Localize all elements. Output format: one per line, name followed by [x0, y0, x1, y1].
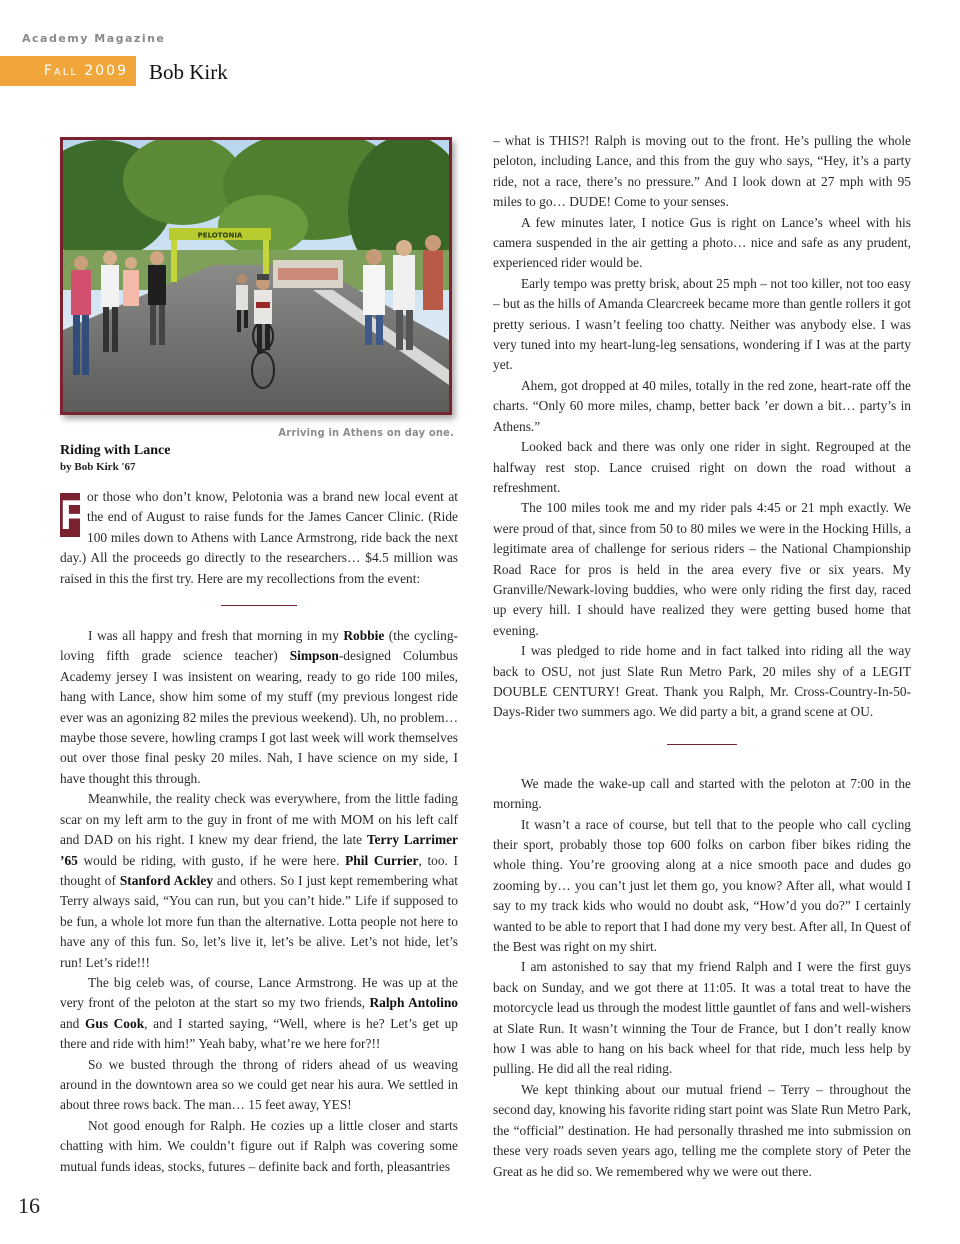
author-heading: Bob Kirk	[149, 60, 228, 84]
body-paragraph: We made the wake-up call and started with the peloton at 7:00 in the morning.	[493, 775, 911, 812]
section-divider	[667, 744, 737, 745]
photo-cyclists-finish	[63, 140, 449, 412]
drop-cap: F	[60, 491, 86, 538]
body-paragraph: Ahem, got dropped at 40 miles, totally in the red zone, heart-rate off the charts. “Only 60 more miles, champ, better back ’er down a bit… party’s in Athens.”	[493, 377, 911, 434]
body-paragraph: We kept thinking about our mutual friend – Terry – throughout the second day, knowing his favorite riding start point was Slate Run Metro Park, the “official” destination. He had personally thrashed me into submission on these very roads seven years ago, telling me the complete story of Peter the Great as he did so. We remembered why we were out there.	[493, 1081, 911, 1179]
body-paragraph: The 100 miles took me and my rider pals 4:45 or 21 mph exactly. We were proud of that, since from 50 to 80 miles we were in the Hocking Hills, a legitimate area of challenge for serious riders – the National Championship Road Race for pros is held in the area every five or six years. My Granville/Newark-loving buddies, who were only riding the first day, raced up every hill. I should have realized they were getting bused home that evening.	[493, 500, 911, 638]
body-paragraph: A few minutes later, I notice Gus is right on Lance’s wheel with his camera suspended in the air getting a photo… nice and safe as any prudent, experienced rider would be.	[493, 214, 911, 271]
intro-paragraph: F or those who don’t know, Pelotonia was a brand new local event at the end of August to raise funds for the James Cancer Clinic. (Ride 100 miles down to Athens with Lance Armstrong, ride back the next day.) All the proceeds go directly to the researchers… $4.5 million was raised in this the first try. Here are my recollections from the event:	[60, 489, 458, 586]
publication-name: Academy Magazine	[22, 32, 166, 45]
body-paragraph: The big celeb was, of course, Lance Armstrong. He was up at the very front of the peloton at the start so my two friends, Ralph Antolino and Gus Cook, and I started saying, “Well, where is he? Let’s get up there and ride with him!” Yeah baby, what’re we here for?!!	[60, 974, 458, 1052]
body-paragraph: I was pledged to ride home and in fact talked into riding all the way back to OSU, not just Slate Run Metro Park, 20 miles shy of a LEGIT DOUBLE CENTURY! Great. Thank you Ralph, Mr. Cross-Country-In-50-Days-Rider two summers ago. We did party a bit, a grand scene at OU.	[493, 643, 911, 720]
body-paragraph: Looked back and there was only one rider in sight. Regrouped at the halfway rest stop. Lance cruised right on down the road without a refreshment.	[493, 439, 911, 495]
body-paragraph: I am astonished to say that my friend Ralph and I were the first guys back on Sunday, and we got there at 11:05. It was a total treat to have the motorcycle lead us through the modest little gauntlet of fans and well-wishers at Slate Run. It wasn’t winning the Tour de France, but I don’t really know how I was able to hang on his back wheel for that ride, much less help by pulling. He did all the real riding.	[493, 959, 911, 1077]
body-paragraph: Early tempo was pretty brisk, about 25 mph – not too killer, not too easy – but as the hills of Amanda Clearcreek became more than gentle rollers it got pretty serious. I wasn’t feeling too chatty. Neither was anybody else. I was very tuned into my heart-lung-leg sensations, wondering if I was at the party yet.	[493, 275, 911, 373]
body-paragraph: – what is THIS?! Ralph is moving out to the front. He’s pulling the whole peloton, including Lance, and this from the guy who says, “Hey, it’s a party ride, not a race, there’s no pressure.” And I look down at 27 mph with 95 miles to go… DUDE! Come to your senses.	[493, 133, 911, 210]
section-divider	[221, 605, 297, 606]
right-column	[493, 131, 911, 1182]
page-number: 16	[18, 1193, 40, 1218]
body-paragraph: So we busted through the throng of riders ahead of us weaving around in the downtown area so we could get near his aura. We settled in about three rows back. The man… 15 feet away, YES!	[60, 1056, 458, 1113]
article-byline: by Bob Kirk '67	[60, 461, 136, 473]
photo-caption: Arriving in Athens on day one.	[278, 426, 454, 439]
article-photo	[60, 137, 452, 415]
body-paragraph: It wasn’t a race of course, but tell that to the people who call cycling their sport, probably those top 600 folks on carbon fiber bikes riding the whole thing. You’re grooving along at a nice smooth pace and dudes go zooming by… you can’t just let them go, you know? After all, what would I say to my track kids who would no doubt ask, “How’d you do?” I certainly wanted to be able to report that I had done my very best. After all, In Quest of the Best was right on my shirt.	[493, 816, 911, 955]
article-title: Riding with Lance	[60, 443, 171, 458]
issue-label: Fall 2009	[0, 56, 136, 86]
body-paragraph: Not good enough for Ralph. He cozies up a little closer and starts chatting with him. We couldn’t figure out if Ralph was covering some mutual funds ideas, stocks, futures – definite back and forth, pleasantries	[60, 1117, 458, 1174]
body-paragraph: Meanwhile, the reality check was everywhere, from the little fading scar on my left arm to the guy in front of me with MOM on his left calf and DAD on his right. I knew my dear friend, the late Terry Larrimer ’65 would be riding, with gusto, if he were here. Phil Currier, too. I thought of Stanford Ackley and others. So I just kept remembering what Terry always said, “You can run, but you can’t hide.” Life if supposed to be fun, a whole lot more fun than the alternative. Lotta people not here to have any of this fun. So, let’s live it, let’s be alive. Let’s not hide, let’s run! Let’s ride!!!	[60, 791, 459, 970]
body-paragraph: I was all happy and fresh that morning in my Robbie (the cycling-loving fifth grade science teacher) Simpson-designed Columbus Academy jersey I was insistent on wearing, ready to go ride 100 miles, hang with Lance, show him some of my stuff (my previous longest ride ever was an agonizing 82 miles the previous weekend). Uh, no problem… maybe those severe, howling cramps I got last week will work themselves out over those final pesky 20 miles. Nah, I have science on my side, I have thought this through.	[60, 628, 459, 786]
left-column	[60, 487, 458, 1177]
photo-banner-text: PELOTONIA	[197, 231, 243, 240]
